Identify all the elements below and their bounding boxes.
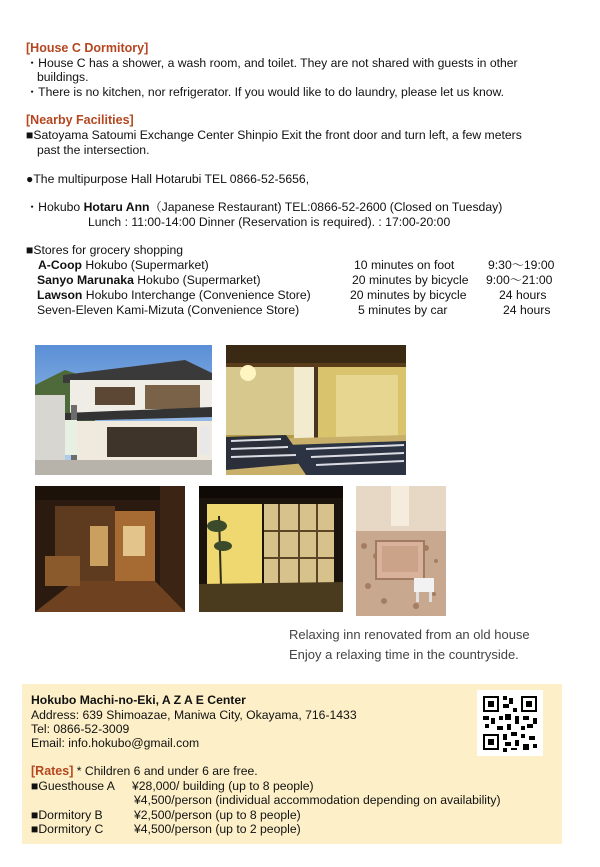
dormitory-line-1: ・House C has a shower, a wash room, and toilet. They are not shared with guests in other — [26, 56, 518, 70]
hotarubi-line: ●The multipurpose Hall Hotarubi TEL 0866-52-5656, — [26, 172, 310, 186]
qr-code-icon — [477, 690, 543, 756]
center-address: Address: 639 Shimoazae, Maniwa City, Okayama, 716-1433 — [31, 708, 357, 722]
dormitory-line-1-cont: buildings. — [37, 70, 89, 84]
garden-room-photo — [199, 486, 343, 612]
store-row: Seven-Eleven Kami-Mizuta (Convenience Store) — [37, 303, 300, 317]
store-distance: 20 minutes by bicycle — [352, 273, 469, 287]
store-row: Sanyo Marunaka Hokubo (Supermarket) — [37, 273, 261, 287]
store-distance: 10 minutes on foot — [354, 258, 455, 272]
rate-price: ¥2,500/person (up to 8 people) — [134, 808, 301, 822]
satoyama-line: ■Satoyama Satoumi Exchange Center Shinpio Exit the front door and turn left, a few meters — [26, 128, 522, 142]
facilities-heading: [Nearby Facilities] — [26, 113, 134, 127]
rates-note: * Children 6 and under 6 are free. — [73, 764, 258, 778]
stores-heading: ■Stores for grocery shopping — [26, 243, 184, 257]
caption-line-1: Relaxing inn renovated from an old house — [289, 627, 530, 642]
rates-heading: [Rates] — [31, 764, 74, 778]
hotaru-ann-hours: Lunch : 11:00-14:00 Dinner (Reservation is required). : 17:00-20:00 — [88, 215, 451, 229]
rate-price: ¥28,000/ building (up to 8 people) — [132, 779, 314, 793]
satoyama-line-cont: past the intersection. — [37, 143, 150, 157]
contact-info-box — [22, 684, 562, 844]
store-hours: 9:30～19:00 — [488, 258, 555, 272]
rate-price: ¥4,500/person (individual accommodation depending on availability) — [134, 793, 501, 807]
dormitory-heading: [House C Dormitory] — [26, 41, 149, 55]
center-email: Email: info.hokubo@gmail.com — [31, 736, 200, 750]
tatami-room-photo — [226, 345, 406, 475]
corridor-photo — [35, 486, 185, 612]
rate-label: ■Guesthouse A — [31, 779, 115, 793]
rate-label: ■Dormitory B — [31, 808, 103, 822]
store-row: A-Coop Hokubo (Supermarket) — [38, 258, 209, 272]
store-distance: 5 minutes by car — [358, 303, 448, 317]
hotaru-ann-line: ・Hokubo Hotaru Ann（Japanese Restaurant) TEL:0866-52-2600 (Closed on Tuesday) — [26, 200, 503, 214]
rate-label: ■Dormitory C — [31, 822, 104, 836]
dormitory-line-2: ・There is no kitchen, nor refrigerator. If you would like to do laundry, please let us know. — [26, 85, 505, 99]
store-distance: 20 minutes by bicycle — [350, 288, 467, 302]
bath-photo — [356, 486, 446, 616]
caption-line-2: Enjoy a relaxing time in the countryside. — [289, 647, 519, 662]
center-tel: Tel: 0866-52-3009 — [31, 722, 130, 736]
center-name: Hokubo Machi-no-Eki, A Z A E Center — [31, 693, 246, 707]
rate-price: ¥4,500/person (up to 2 people) — [134, 822, 301, 836]
store-row: Lawson Hokubo Interchange (Convenience Store) — [37, 288, 311, 302]
store-hours: 24 hours — [499, 288, 547, 302]
house-exterior-photo — [35, 345, 212, 475]
store-hours: 9:00～21:00 — [486, 273, 553, 287]
store-hours: 24 hours — [503, 303, 551, 317]
hotaru-ann-name: Hotaru Ann — [83, 200, 150, 214]
rates-header — [31, 764, 258, 779]
